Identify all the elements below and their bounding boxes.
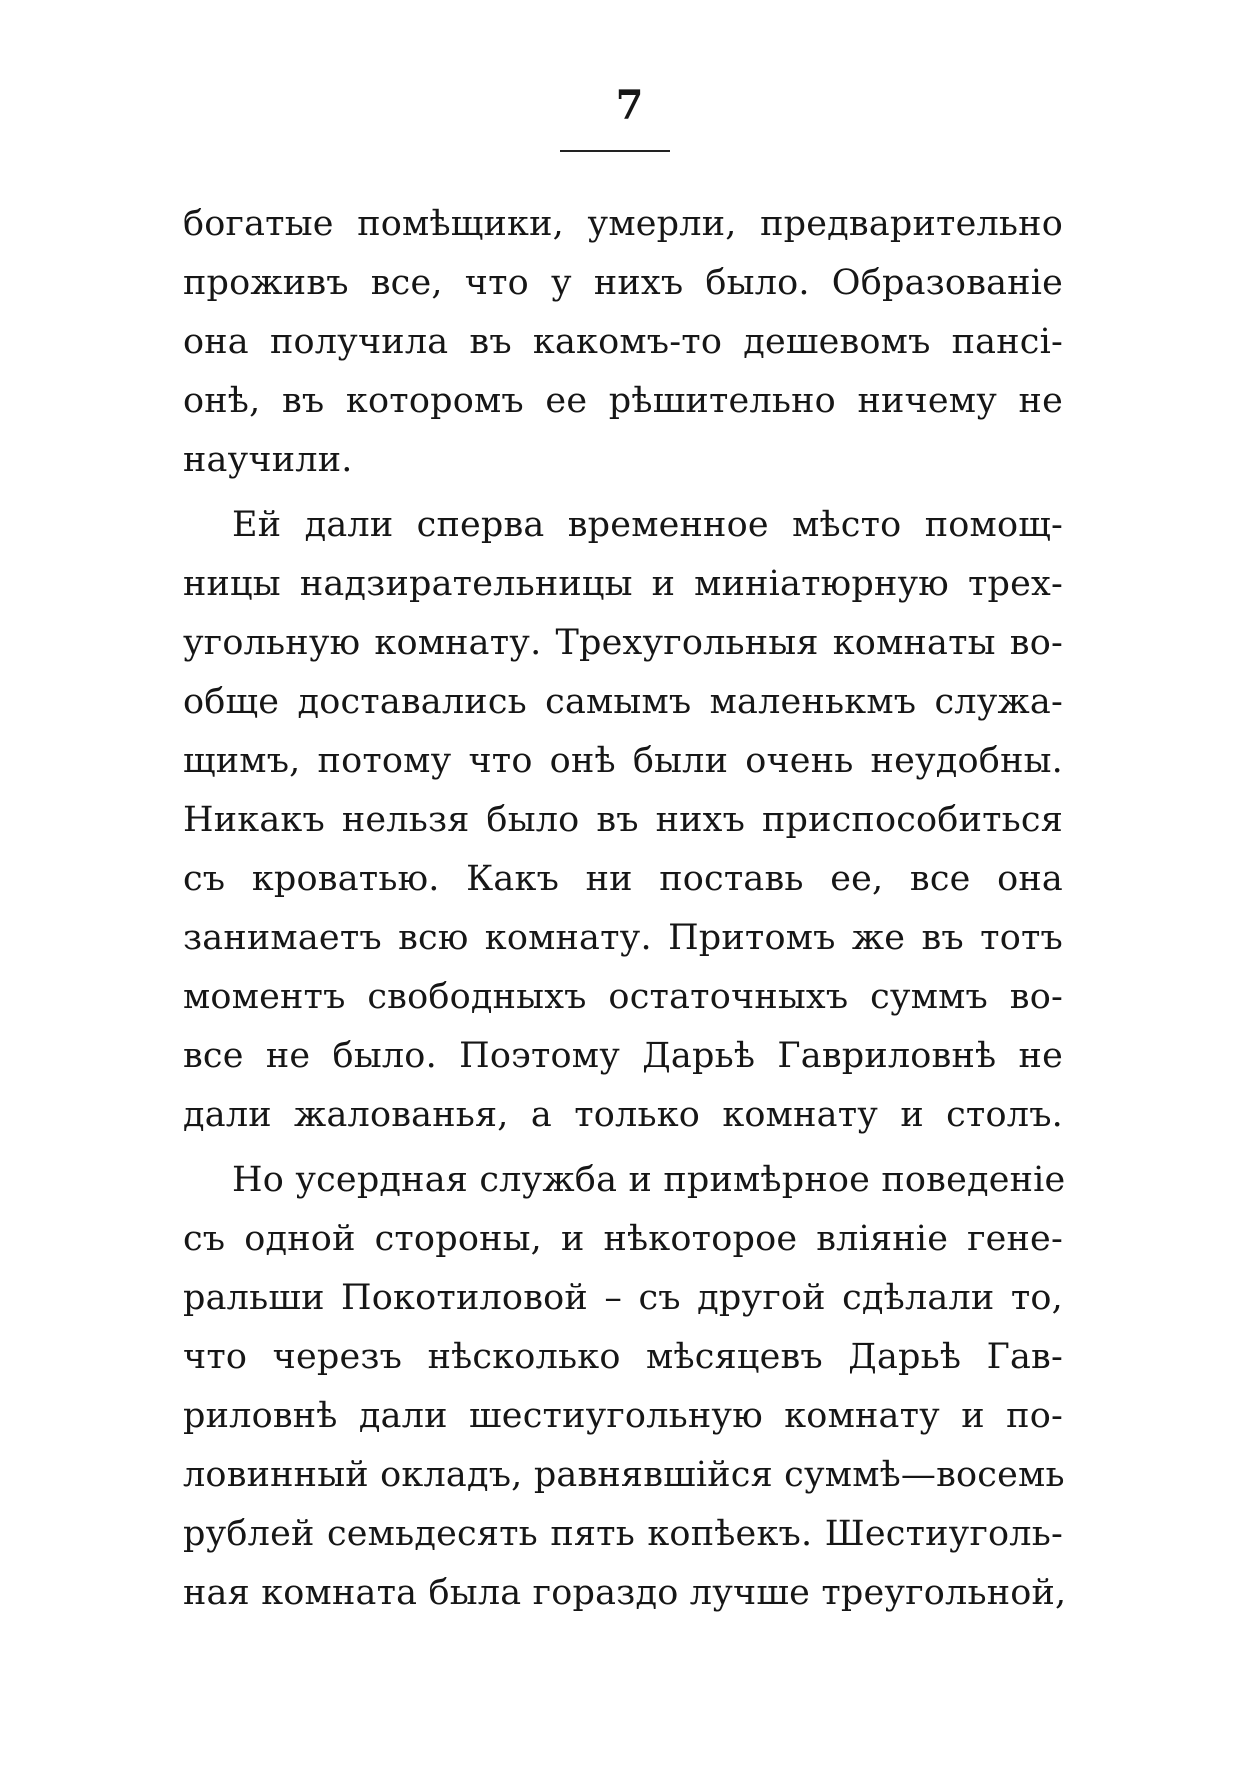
text-line: проживъ все, что у нихъ было. Образованіе bbox=[183, 263, 1063, 303]
text-line: съ одной стороны, и нѣкоторое вліяніе гене- bbox=[183, 1219, 1063, 1259]
text-line: дали жалованья, а только комнату и столъ. bbox=[183, 1095, 1063, 1135]
text-line: Никакъ нельзя было въ нихъ приспособиться bbox=[183, 800, 1063, 840]
text-line: все не было. Поэтому Дарьѣ Гавриловнѣ не bbox=[183, 1036, 1063, 1076]
text-line: занимаетъ всю комнату. Притомъ же въ тотъ bbox=[183, 918, 1063, 958]
text-line: рублей семьдесять пять копѣекъ. Шестиуголь- bbox=[183, 1514, 1063, 1554]
text-line: угольную комнату. Трехугольныя комнаты во- bbox=[183, 623, 1063, 663]
text-line: съ кроватью. Какъ ни поставь ее, все она bbox=[183, 859, 1063, 899]
text-line: Но усердная служба и примѣрное поведеніе bbox=[232, 1160, 1066, 1200]
text-line: ницы надзирательницы и миніатюрную трех- bbox=[183, 564, 1063, 604]
text-line: онѣ, въ которомъ ее рѣшительно ничему не bbox=[183, 381, 1063, 421]
text-line: ральши Покотиловой – съ другой сдѣлали то, bbox=[183, 1278, 1063, 1318]
page-number: 7 bbox=[615, 82, 644, 129]
text-line: щимъ, потому что онѣ были очень неудобны. bbox=[183, 741, 1063, 781]
paragraph bbox=[183, 1151, 1067, 1623]
text-line: риловнѣ дали шестиугольную комнату и по- bbox=[183, 1396, 1063, 1436]
paragraph bbox=[183, 195, 1063, 490]
text-line: Ей дали сперва временное мѣсто помощ- bbox=[232, 505, 1063, 545]
text-line: моментъ свободныхъ остаточныхъ суммъ во- bbox=[183, 977, 1063, 1017]
body-text bbox=[183, 195, 1067, 1623]
text-line: обще доставались самымъ маленькмъ служа- bbox=[183, 682, 1063, 722]
text-line: ная комната была гораздо лучше треугольной, bbox=[183, 1573, 1067, 1613]
text-line: ловинный окладъ, равнявшійся суммѣ—восемь bbox=[183, 1455, 1065, 1495]
text-line: богатые помѣщики, умерли, предварительно bbox=[183, 204, 1063, 244]
text-line: научили. bbox=[183, 440, 353, 480]
page-number-rule bbox=[560, 150, 670, 152]
text-line: она получила въ какомъ-то дешевомъ пансі- bbox=[183, 322, 1063, 362]
paragraph bbox=[183, 496, 1063, 1145]
text-line: что черезъ нѣсколько мѣсяцевъ Дарьѣ Гав- bbox=[183, 1337, 1063, 1377]
